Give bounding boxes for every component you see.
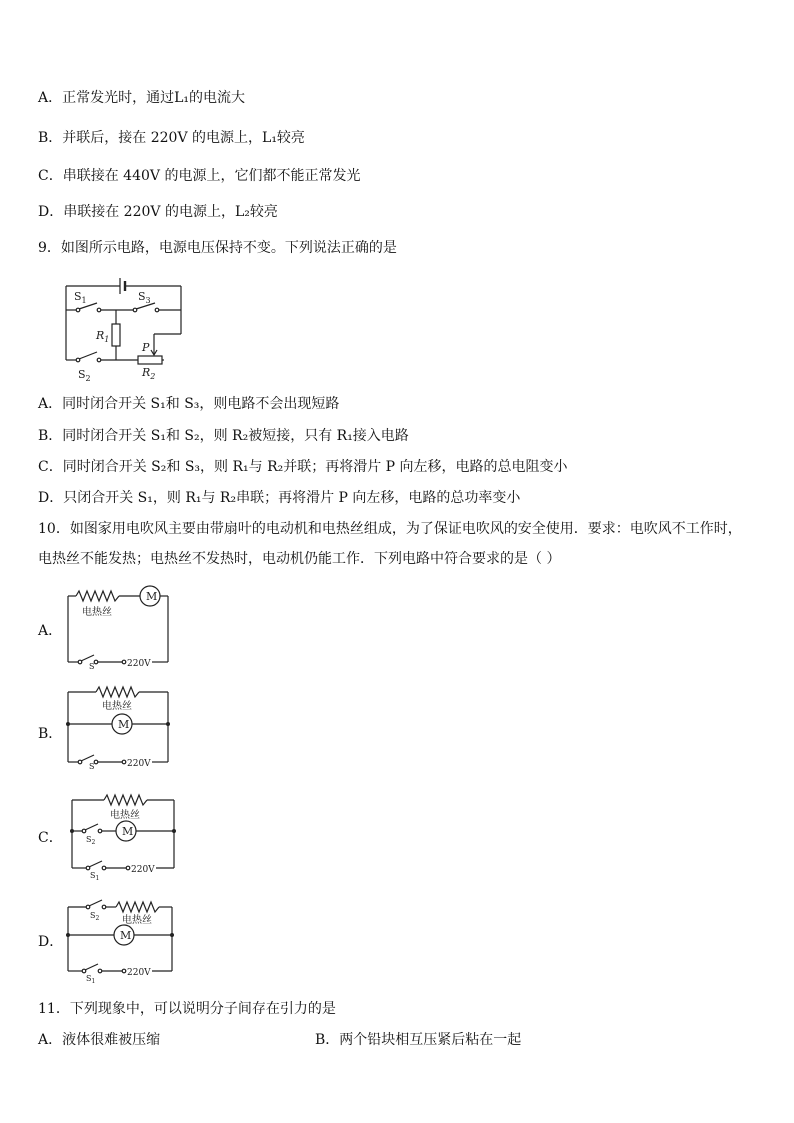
- svg-text:220V: 220V: [127, 968, 151, 978]
- svg-text:电热丝: 电热丝: [102, 701, 132, 712]
- svg-text:220V: 220V: [127, 659, 151, 669]
- svg-text:S3: $S_3$: [138, 290, 151, 305]
- svg-text:220V: 220V: [131, 865, 155, 875]
- svg-text:R1: $R_1$: [96, 329, 110, 344]
- svg-text:S1: $S_1$: [86, 974, 96, 985]
- svg-text:S: S: [89, 662, 95, 670]
- q10-circuit-d: [60, 895, 178, 985]
- svg-text:R2: $R_2$: [142, 366, 156, 381]
- q10-circuit-a: [60, 584, 175, 670]
- q9-circuit-diagram: [60, 272, 190, 384]
- q10-circuit-b: [60, 684, 175, 774]
- q8-option-a: A．正常发光时，通过L₁的电流大: [38, 90, 246, 106]
- svg-text:M: M: [120, 929, 132, 942]
- svg-text:M: M: [122, 825, 134, 838]
- q10-label-a: A．: [38, 623, 63, 639]
- svg-text:电热丝: 电热丝: [122, 915, 152, 926]
- svg-text:S2: $S_2$: [86, 835, 96, 846]
- q11-option-a: A．液体很难被压缩: [38, 1032, 161, 1048]
- q9-stem: 9．如图所示电路，电源电压保持不变。下列说法正确的是: [38, 240, 397, 256]
- q10-label-b: B．: [38, 726, 63, 742]
- svg-text:S2: $S_2$: [78, 368, 91, 383]
- q11-stem: 11．下列现象中，可以说明分子间存在引力的是: [38, 1001, 336, 1017]
- q10-circuit-c: [64, 792, 179, 882]
- svg-text:S2: $S_2$: [90, 911, 100, 922]
- q9-option-c: C．同时闭合开关 S₂和 S₃，则 R₁与 R₂并联；再将滑片 P 向左移，电路的总电阻变小: [38, 459, 568, 475]
- q9-option-b: B．同时闭合开关 S₁和 S₂，则 R₂被短接，只有 R₁接入电路: [38, 428, 409, 444]
- svg-text:220V: 220V: [127, 759, 151, 769]
- q11-option-b: B．两个铅块相互压紧后粘在一起: [315, 1032, 522, 1048]
- q10-label-d: D．: [38, 934, 64, 950]
- svg-text:M: M: [118, 718, 130, 731]
- q8-option-d: D．串联接在 220V 的电源上，L₂较亮: [38, 204, 278, 220]
- svg-text:S1: $S_1$: [74, 290, 87, 305]
- q10-label-c: C．: [38, 830, 63, 846]
- heater-label: 电热丝: [82, 607, 112, 618]
- q9-option-d: D．只闭合开关 S₁，则 R₁与 R₂串联；再将滑片 P 向左移，电路的总功率变小: [38, 490, 521, 506]
- q9-option-a: A．同时闭合开关 S₁和 S₃，则电路不会出现短路: [38, 396, 340, 412]
- q8-option-c: C．串联接在 440V 的电源上，它们都不能正常发光: [38, 168, 361, 184]
- svg-text:S1: $S_1$: [90, 871, 100, 882]
- q10-stem: 10．如图家用电吹风主要由带扇叶的电动机和电热丝组成，为了保证电吹风的安全使用．要求：电吹风不工作时，电热丝不能发热；电热丝不发热时，电动机仍能工作．下列电路中符合要求的是（ ）: [38, 521, 742, 567]
- motor-label: M: [146, 590, 158, 603]
- q8-option-b: B．并联后，接在 220V 的电源上，L₁较亮: [38, 130, 305, 146]
- svg-text:电热丝: 电热丝: [110, 810, 140, 821]
- svg-text:P: P: [142, 341, 150, 354]
- svg-text:S: S: [89, 762, 95, 771]
